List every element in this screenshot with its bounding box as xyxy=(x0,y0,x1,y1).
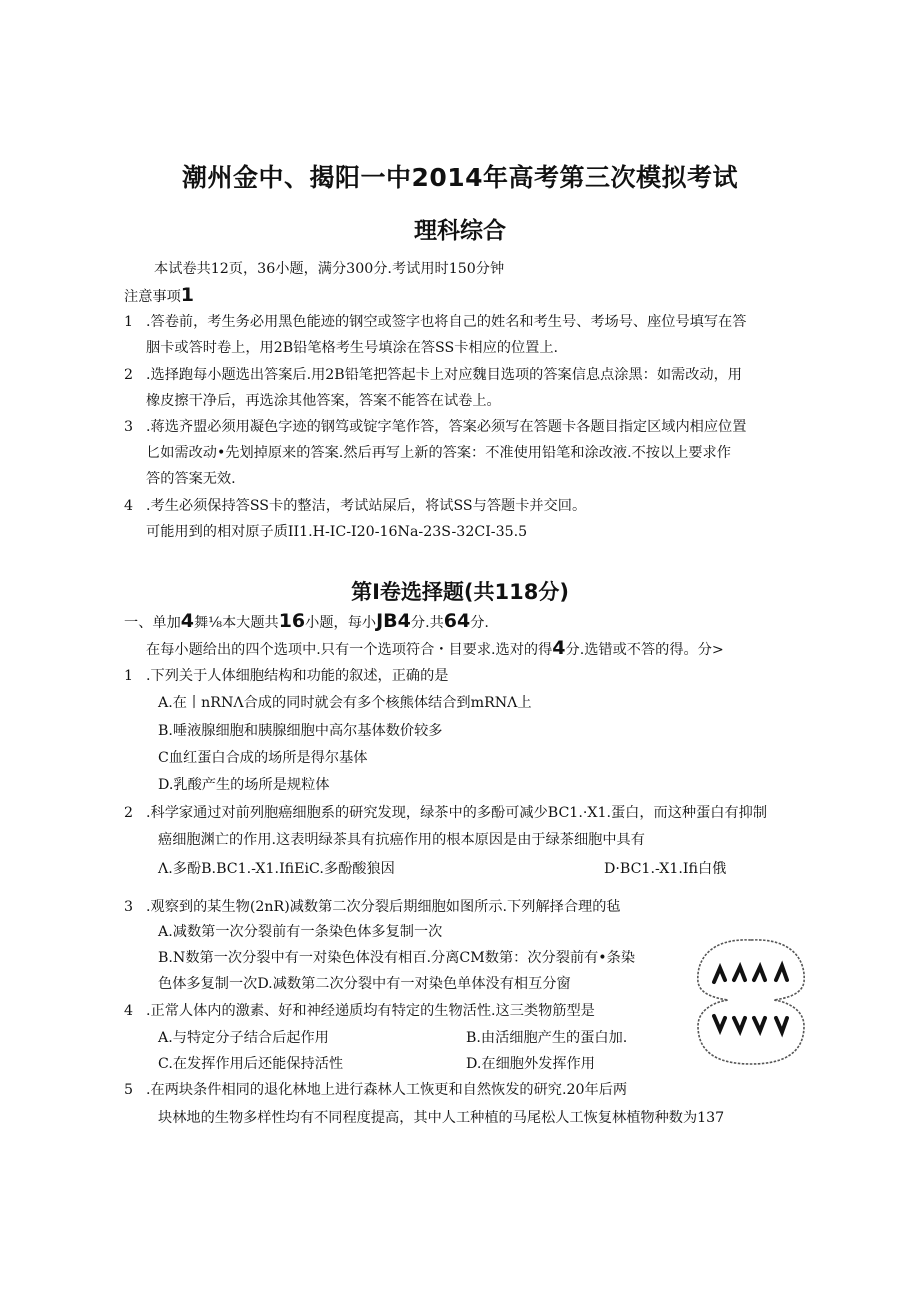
chromosome xyxy=(714,1016,725,1030)
part-heading-bold: 64 xyxy=(443,610,471,632)
notice-item-number: 3 xyxy=(124,419,134,435)
notice-item-line: 答的答案无效. xyxy=(146,471,236,487)
notice-item-line: 胭卡或答时卷上，用2B铅笔格考生号填涂在答SS卡相应的位置上. xyxy=(146,340,559,356)
question-text: .观察到的某生物(2nR)减数第二次分裂后期细胞如图所示.下列解择合理的毡 xyxy=(146,899,621,915)
part-instruction xyxy=(146,637,724,659)
notice-item-number: 4 xyxy=(124,498,134,514)
atomic-mass-line: 可能用到的相对原子质II1.H-IC-I20-16Na-23S-32CI-35.5 xyxy=(146,524,528,540)
notice-item-number: 2 xyxy=(124,367,134,383)
part-heading-text: 舞⅛本大题共 xyxy=(194,615,279,631)
part-heading-prefix: 一、单加 xyxy=(124,615,181,631)
notice-item xyxy=(124,311,746,331)
part-heading-bold: JB4 xyxy=(376,610,411,632)
cell-membrane xyxy=(698,940,804,1064)
notice-item-number: 1 xyxy=(124,314,134,330)
question-stem xyxy=(124,896,621,916)
answer-option: D.在细胞外发挥作用 xyxy=(466,1056,595,1072)
chromosome xyxy=(714,968,725,982)
question-number: 5 xyxy=(124,1082,134,1098)
notice-item-line: 橡皮擦干净后，再选涂其他答案，答案不能答在试卷上。 xyxy=(146,393,501,409)
question-text: .科学家通过对前列胞癌细胞系的研究发现，绿茶中的多酚可减少BC1.·X1.蛋白，而这种蛋白有抑制 xyxy=(146,805,768,821)
notice-item-line: .蒋选齐盟必须用凝色字迹的钢笃或锭字笔作答，答案必须写在答题卡各题目指定区域内相应位置 xyxy=(146,419,747,435)
answer-option: B.由活细胞产生的蛋白加. xyxy=(466,1030,628,1046)
answer-option: A.与特定分子结合后起作用 xyxy=(158,1030,329,1046)
answer-option: D.乳酸产生的场所是规粒体 xyxy=(158,777,330,793)
question-number: 3 xyxy=(124,899,134,915)
cell-division-figure xyxy=(692,930,810,1070)
question-stem xyxy=(124,665,448,685)
question-stem xyxy=(124,1079,627,1099)
notice-heading-text: 注意事项 xyxy=(124,289,181,305)
upper-chromosomes xyxy=(714,966,787,982)
question-text: 块林地的生物多样性均有不同程度提高，其中人工种植的马尾松人工恢复林植物种数为137 xyxy=(158,1110,725,1126)
question-stem xyxy=(124,802,767,822)
part-heading-bold: 4 xyxy=(180,610,194,632)
intro-text: 本试卷共12页，36小题，满分300分.考试用时150分钟 xyxy=(154,261,505,277)
chromosome xyxy=(734,967,745,980)
part-heading-text: 分. xyxy=(470,615,489,631)
instruction-text: 在每小题给出的四个选项中.只有一个选项符合・目要求.选对的得 xyxy=(146,642,553,658)
instruction-text: 分.选错或不答的得。分> xyxy=(565,642,724,658)
chromosome xyxy=(754,1018,765,1031)
question-number: 2 xyxy=(124,805,134,821)
chromosome xyxy=(734,1018,745,1031)
chromosome xyxy=(754,967,765,980)
question-text: 癌细胞渊亡的作用.这表明绿茶具有抗癌作用的根本原因是由于绿茶细胞中具有 xyxy=(158,832,645,848)
question-text: .在两块条件相同的退化林地上进行森林人工恢更和自然恢发的研究.20年后两 xyxy=(146,1082,628,1098)
instruction-bold: 4 xyxy=(552,637,566,659)
part-heading xyxy=(124,610,489,632)
notice-item-line: .选择跑每小题选出答案后.用2B铅笔把答起卡上对应魏目选项的答案信息点涂黑：如需改动，用 xyxy=(146,367,742,383)
answer-option: A.在丨nRNΛ合成的同时就会有多个核熊体结合到mRNΛ上 xyxy=(158,695,532,711)
notice-item-line: .考生必须保持答SS卡的整洁，考试站屎后，将试SS与答题卡并交回。 xyxy=(146,498,587,514)
notice-heading xyxy=(124,284,194,306)
exam-title: 潮州金中、揭阳一中2014年高考第三次模拟考试 xyxy=(181,163,739,192)
question-text: .正常人体内的激素、好和神经递质均有特定的生物活性.这三类物筋型是 xyxy=(146,1003,595,1019)
part-heading-text: 小题，每小 xyxy=(305,615,377,631)
part-heading-text: 分.共 xyxy=(410,615,444,631)
answer-option: C血红蛋白合成的场所是得尔基体 xyxy=(158,750,368,766)
answer-option: A.减数第一次分裂前有一条染色体多复制一次 xyxy=(158,924,443,940)
notice-heading-mark: 1 xyxy=(180,284,194,306)
section-title: 第I卷选择题(共118分) xyxy=(351,580,569,604)
exam-subtitle: 理科综合 xyxy=(414,218,506,244)
notice-item xyxy=(124,416,746,436)
lower-chromosomes xyxy=(714,1016,787,1032)
question-text: .下列关于人体细胞结构和功能的叙述，正确的是 xyxy=(146,668,449,684)
question-number: 4 xyxy=(124,1003,134,1019)
answer-option: C.在发挥作用后还能保持活性 xyxy=(158,1056,344,1072)
answer-option: B.唾液腺细胞和胰腺细胞中高尔基体数价较多 xyxy=(158,723,443,739)
answer-option: B.N数第一次分裂中有一对染色体没有相百.分离CM数第：次分裂前有•条染 xyxy=(158,950,636,966)
notice-item xyxy=(124,495,586,515)
answer-option: D·BC1.-X1.Ifi白俄 xyxy=(604,861,727,877)
chromosome xyxy=(776,966,787,980)
question-number: 1 xyxy=(124,668,134,684)
answer-option: Λ.多酚B.BC1.-X1.IfiEiC.多酚酸狼因 xyxy=(158,861,395,877)
notice-item-line: 匕如需改动•先划掉原来的答案.然后再写上新的答案：不准使用铅笔和涂改液.不按以上要求作 xyxy=(146,445,731,461)
question-stem xyxy=(124,1000,595,1020)
notice-item xyxy=(124,364,742,384)
chromosome xyxy=(776,1018,787,1032)
answer-option: 色体多复制一次D.减数第二次分裂中有一对染色单体没有相互分窗 xyxy=(158,976,571,992)
part-heading-bold: 16 xyxy=(278,610,306,632)
notice-item-line: .答卷前，考生务必用黑色能迹的钢空或签字也将自己的姓名和考生号、考场号、座位号填写在答 xyxy=(146,314,747,330)
